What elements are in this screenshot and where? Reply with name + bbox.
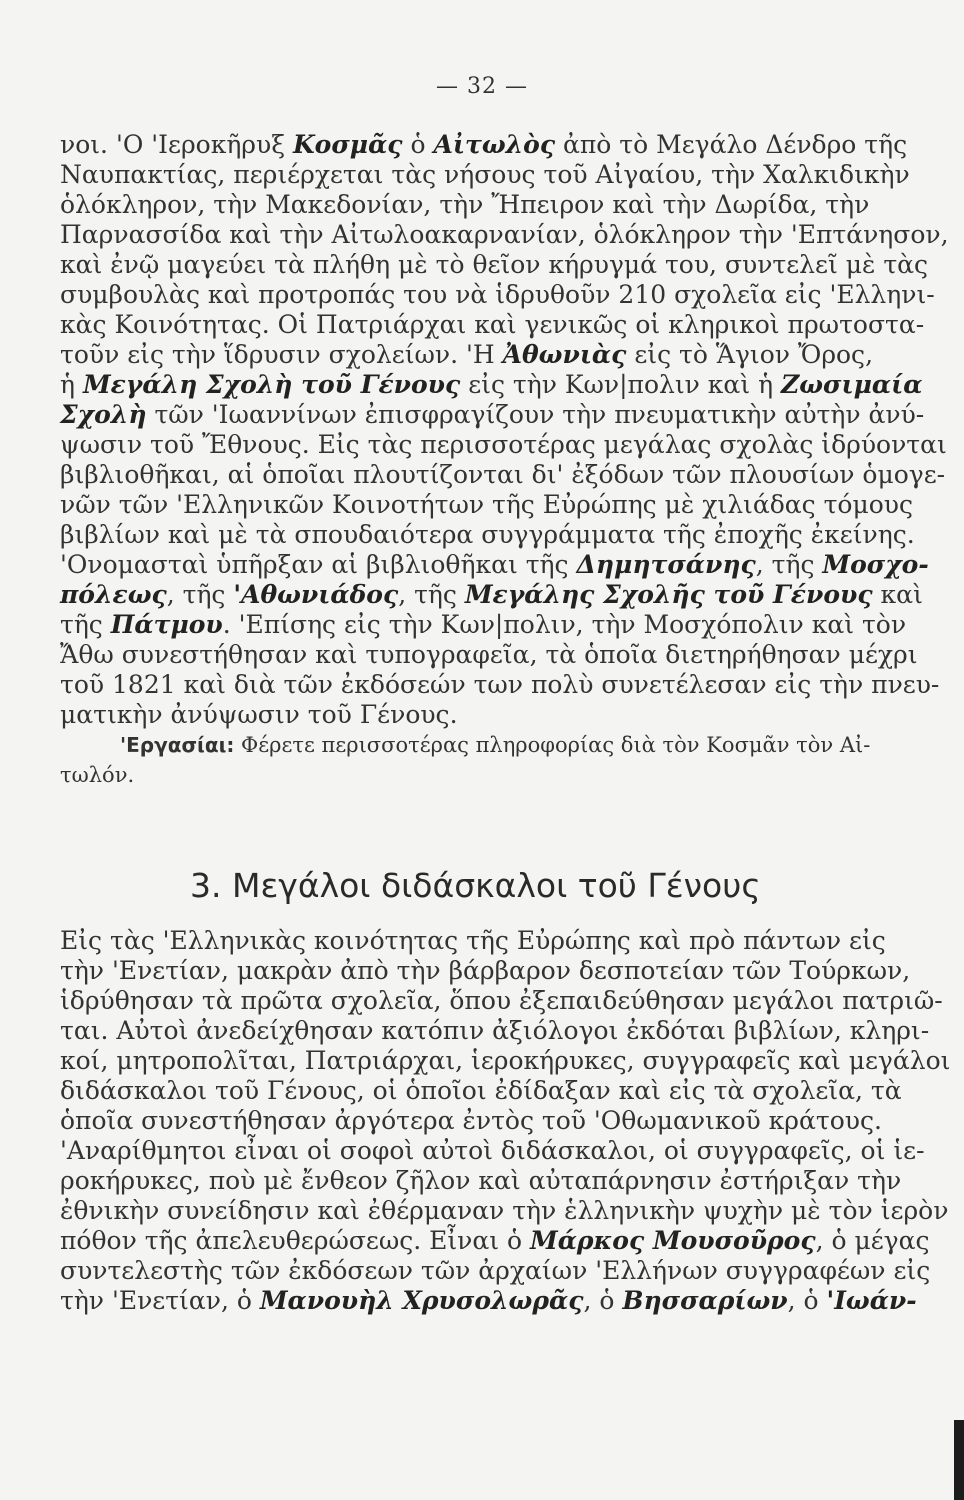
text-line: [60, 550, 929, 580]
text-run: κοί, μητροπολῖται, Πατριάρχαι, ἱεροκήρυκες, συγγραφεῖς καὶ μεγάλοι: [60, 1046, 951, 1075]
text-run: , ὁ: [787, 1286, 827, 1315]
text-run: , τῆς: [166, 580, 234, 609]
text-run: νοι. 'Ο 'Ιεροκῆρυξ: [60, 130, 293, 159]
text-run: ροκήρυκες, ποὺ μὲ ἔνθεον ζῆλον καὶ αὐταπάρνησιν ἐστήριξαν τὴν: [60, 1166, 902, 1195]
text-run: ἱδρύθησαν τὰ πρῶτα σχολεῖα, ὅπου ἐξεπαιδεύθησαν μεγάλοι πατριῶ-: [60, 986, 943, 1015]
text-run: , ὁ μέγας: [815, 1226, 930, 1255]
tasks-label: 'Εργασίαι:: [120, 733, 235, 757]
text-run: ὁ: [402, 130, 434, 159]
text-line: [60, 956, 911, 986]
text-line: [60, 700, 850, 730]
text-run: καὶ ἐνῷ μαγεύει τὰ πλήθη μὲ τὸ θεῖον κήρυγμά του, συντελεῖ μὲ τὰς: [60, 250, 929, 279]
text-run: πόθον τῆς ἀπελευθερώσεως. Εἶναι ὁ: [60, 1226, 531, 1255]
emphasized-term: Πάτμου: [110, 610, 223, 639]
text-line: [60, 610, 907, 640]
emphasized-term: 'Αθωνιάδος: [233, 580, 399, 609]
text-line: [60, 370, 923, 400]
text-line: [60, 1196, 949, 1226]
text-run: κὰς Κοινότητας. Οἱ Πατριάρχαι καὶ γενικῶς οἱ κληρικοὶ πρωτοστα-: [60, 310, 925, 339]
text-line: [60, 580, 923, 610]
tasks-text-continued: τωλόν.: [60, 763, 135, 787]
text-line: [60, 280, 935, 310]
text-run: ματικὴν ἀνύψωσιν τοῦ Γένους.: [60, 700, 458, 729]
text-run: εἰς τὴν Κων|πολιν καὶ ἡ: [460, 370, 781, 399]
text-run: ἐθνικὴν συνείδησιν καὶ ἐθέρμαναν τὴν ἑλληνικὴν ψυχὴν μὲ τὸν ἱερὸν: [60, 1196, 949, 1225]
text-run: Ἄθω συνεστήθησαν καὶ τυπογραφεῖα, τὰ ὁποῖα διετηρήθησαν μέχρι: [60, 640, 918, 669]
tasks-line: [60, 730, 871, 760]
text-run: τὴν 'Ενετίαν, μακρὰν ἀπὸ τὴν βάρβαρον δεσποτείαν τῶν Τούρκων,: [60, 956, 911, 985]
emphasized-term: Βησσαρίων: [622, 1286, 788, 1315]
text-line: [60, 670, 940, 700]
text-run: Εἰς τὰς 'Ελληνικὰς κοινότητας τῆς Εὐρώπης καὶ πρὸ πάντων εἰς: [60, 926, 886, 955]
text-run: συμβουλὰς καὶ προτροπάς του νὰ ἱδρυθοῦν 210 σχολεῖα εἰς 'Ελληνι-: [60, 280, 935, 309]
text-run: τὴν 'Ενετίαν, ὁ: [60, 1286, 260, 1315]
section-heading: 3. Μεγάλοι διδάσκαλοι τοῦ Γένους: [190, 866, 761, 905]
text-line: [60, 1106, 882, 1136]
emphasized-term: Μεγάλης Σχολῆς τοῦ Γένους: [464, 580, 873, 609]
text-run: τοῦ 1821 καὶ διὰ τῶν ἐκδόσεών των πολὺ συνετέλεσαν εἰς τὴν πνευ-: [60, 670, 940, 699]
text-run: , τῆς: [755, 550, 823, 579]
text-run: τῆς: [60, 610, 111, 639]
text-line: [60, 250, 929, 280]
emphasized-term: Δημητσάνης: [576, 550, 756, 579]
text-run: τῶν 'Ιωαννίνων ἐπισφραγίζουν τὴν πνευματικὴν αὐτὴν ἀνύ-: [146, 400, 925, 429]
text-run: , τῆς: [398, 580, 465, 609]
text-run: . 'Επίσης εἰς τὴν Κων|πολιν, τὴν Μοσχόπολιν καὶ τὸν: [222, 610, 907, 639]
text-run: νῶν τῶν 'Ελληνικῶν Κοινοτήτων τῆς Εὐρώπης μὲ χιλιάδας τόμους: [60, 490, 913, 519]
text-line: [60, 1136, 925, 1166]
emphasized-term: Αἰτωλὸς: [433, 130, 556, 159]
text-line: [60, 1286, 917, 1316]
text-line: [60, 430, 947, 460]
text-run: συντελεστὴς τῶν ἐκδόσεων τῶν ἀρχαίων 'Ελλήνων συγγραφέων εἰς: [60, 1256, 931, 1285]
text-run: ἀπὸ τὸ Μεγάλο Δένδρο τῆς: [555, 130, 908, 159]
text-line: [60, 490, 913, 520]
text-line: [60, 640, 918, 670]
text-run: ψωσιν τοῦ Ἔθνους. Εἰς τὰς περισσοτέρας μεγάλας σχολὰς ἱδρύονται: [60, 430, 947, 459]
text-run: ται. Αὐτοὶ ἀνεδείχθησαν κατόπιν ἀξιόλογοι ἐκδόται βιβλίων, κληρι-: [60, 1016, 930, 1045]
text-run: καὶ: [872, 580, 923, 609]
page-edge: [954, 1420, 964, 1500]
emphasized-term: Ἀθωνιὰς: [502, 340, 627, 369]
text-line: [60, 160, 910, 190]
text-line: [60, 220, 949, 250]
text-line: [60, 986, 943, 1016]
emphasized-term: 'Ιωάν-: [826, 1286, 917, 1315]
text-line: [60, 1256, 931, 1286]
text-line: [60, 1226, 930, 1256]
text-run: βιβλίων καὶ μὲ τὰ σπουδαιότερα συγγράμματα τῆς ἐποχῆς ἐκείνης.: [60, 520, 915, 549]
emphasized-term: Μάρκος Μουσοῦρος: [530, 1226, 816, 1255]
text-line: [60, 400, 925, 430]
text-line: [60, 926, 886, 956]
text-run: διδάσκαλοι τοῦ Γένους, οἱ ὁποῖοι ἐδίδαξαν καὶ εἰς τὰ σχολεῖα, τὰ: [60, 1076, 902, 1105]
text-line: [60, 190, 870, 220]
text-run: 'Αναρίθμητοι εἶναι οἱ σοφοὶ αὐτοὶ διδάσκαλοι, οἱ συγγραφεῖς, οἱ ἱε-: [60, 1136, 925, 1165]
text-line: [60, 340, 874, 370]
text-line: [60, 1046, 951, 1076]
text-line: [60, 460, 946, 490]
text-run: εἰς τὸ Ἅγιον Ὄρος,: [626, 340, 874, 369]
text-run: 'Ονομασταὶ ὑπῆρξαν αἱ βιβλιοθῆκαι τῆς: [60, 550, 577, 579]
emphasized-term: Μανουὴλ Χρυσολωρᾶς: [259, 1286, 584, 1315]
text-line: [60, 310, 925, 340]
text-run: ἡ: [60, 370, 83, 399]
text-line: [60, 130, 908, 160]
page-number: — 32 —: [436, 74, 528, 99]
text-run: τοῦν εἰς τὴν ἵδρυσιν σχολείων. 'Η: [60, 340, 503, 369]
emphasized-term: Κοσμᾶς: [292, 130, 403, 159]
emphasized-term: Μεγάλη Σχολὴ τοῦ Γένους: [82, 370, 461, 399]
text-run: ὁποῖα συνεστήθησαν ἀργότερα ἐντὸς τοῦ 'Οθωμανικοῦ κράτους.: [60, 1106, 882, 1135]
emphasized-term: Ζωσιμαία: [781, 370, 923, 399]
text-line: [60, 1076, 902, 1106]
text-run: ὁλόκληρον, τὴν Μακεδονίαν, τὴν Ἤπειρον καὶ τὴν Δωρίδα, τὴν: [60, 190, 870, 219]
emphasized-term: πόλεως: [60, 580, 167, 609]
text-line: [60, 1166, 902, 1196]
emphasized-term: Μοσχο-: [822, 550, 929, 579]
section-2-text: [60, 926, 951, 1316]
emphasized-term: Σχολὴ: [60, 400, 147, 429]
text-run: , ὁ: [583, 1286, 623, 1315]
text-run: Παρνασσίδα καὶ τὴν Αἰτωλοακαρνανίαν, ὁλόκληρον τὴν 'Επτάνησον,: [60, 220, 949, 249]
text-line: [60, 1016, 930, 1046]
section-1-text: [60, 130, 949, 790]
tasks-text: Φέρετε περισσοτέρας πληροφορίας διὰ τὸν Κοσμᾶν τὸν Αἰ-: [234, 733, 871, 757]
text-run: Ναυπακτίας, περιέρχεται τὰς νήσους τοῦ Αἰγαίου, τὴν Χαλκιδικὴν: [60, 160, 910, 189]
text-run: βιβλιοθῆκαι, αἱ ὁποῖαι πλουτίζονται δι' ἐξόδων τῶν πλουσίων ὁμογε-: [60, 460, 946, 489]
text-line: [60, 520, 915, 550]
